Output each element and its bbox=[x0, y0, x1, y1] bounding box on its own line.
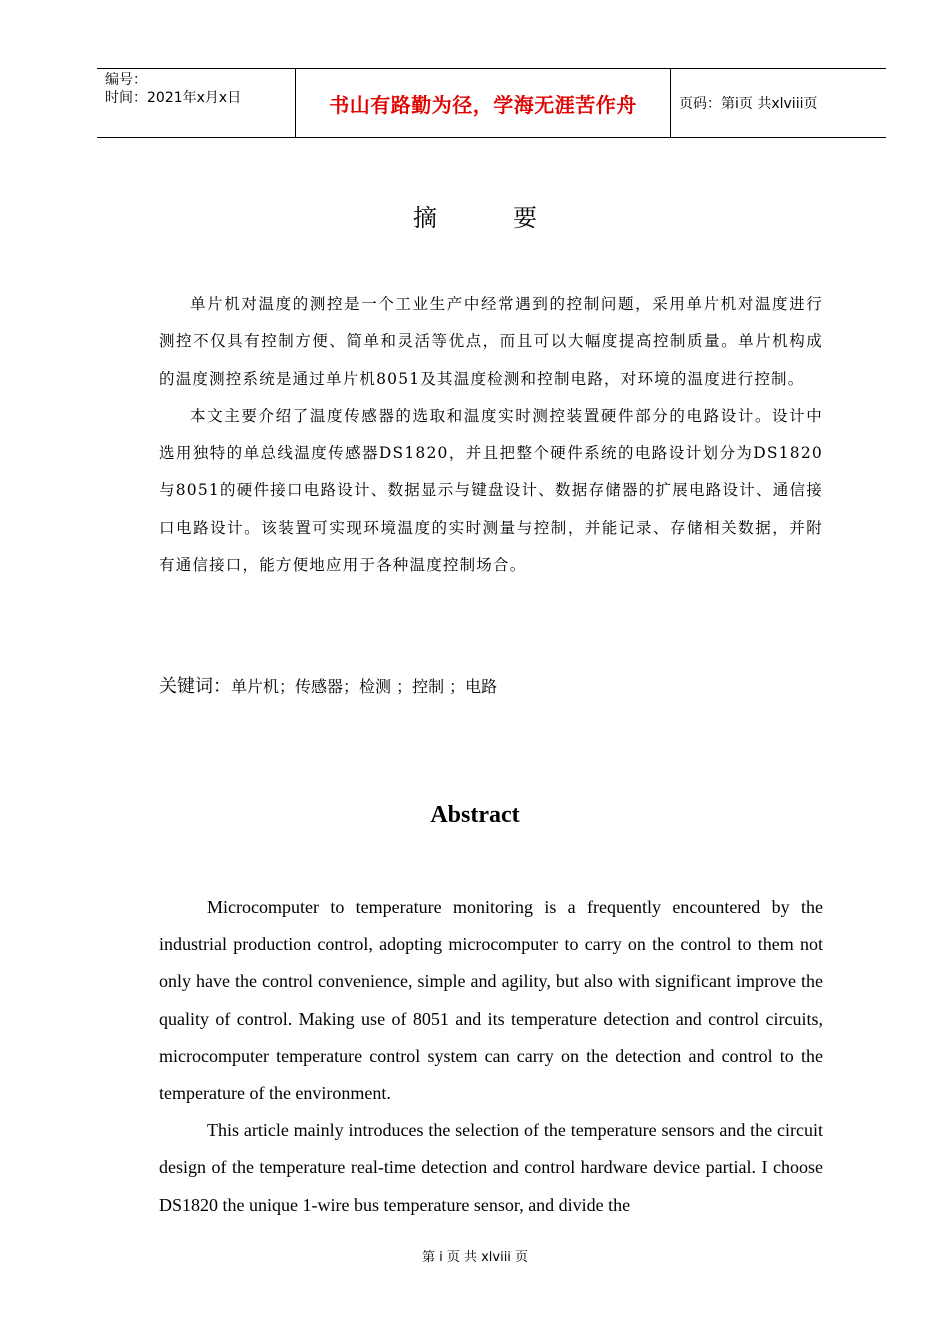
keywords bbox=[159, 672, 497, 698]
cn-paragraph: 本文主要介绍了温度传感器的选取和温度实时测控装置硬件部分的电路设计。设计中选用独特的单总线温度传感器DS1820，并且把整个硬件系统的电路设计划分为DS1820与8051的硬件接口电路设计、数据显示与键盘设计、数据存储器的扩展电路设计、通信接口电路设计。该装置可实现环境温度的实时测量与控制，并能记录、存储相关数据，并附有通信接口，能方便地应用于各种温度控制场合。 bbox=[159, 406, 823, 575]
page-footer: 第 i 页 共 xlviii 页 bbox=[421, 1250, 529, 1265]
header-page-info: 页码：第i页 共xlviii页 bbox=[679, 96, 818, 112]
keywords-label: 关键词： bbox=[159, 676, 231, 697]
abstract-cn-title bbox=[0, 198, 950, 233]
time-label: 时间：2021年x月x日 bbox=[105, 90, 242, 106]
title-char: 要 bbox=[513, 204, 537, 232]
abstract-en-body bbox=[159, 889, 823, 1224]
title-char: 摘 bbox=[413, 204, 437, 232]
header-meta bbox=[97, 69, 296, 137]
en-paragraph: This article mainly introduces the selection of the temperature sensors and the circuit design of the temperature real-time detection and control hardware device partial. I choose DS1820 the unique 1-wire bus temperature sensor, and divide the bbox=[159, 1120, 823, 1215]
header-motto: 书山有路勤为径，学海无涯苦作舟 bbox=[296, 69, 671, 137]
keywords-list: 单片机；传感器；检测 ；控制 ；电路 bbox=[231, 677, 498, 696]
en-paragraph: Microcomputer to temperature monitoring is a frequently encountered by the industrial production control, adopting microcomputer to carry on the control to them not only have the control convenience, simple and agility, but also with significant improve the quality of control. Making use of 8051 and its temperature detection and control circuits, microcomputer temperature control system can carry on the detection and control to the temperature of the environment. bbox=[159, 897, 823, 1104]
cn-paragraph: 单片机对温度的测控是一个工业生产中经常遇到的控制问题，采用单片机对温度进行测控不仅具有控制方便、简单和灵活等优点，而且可以大幅度提高控制质量。单片机构成的温度测控系统是通过单片机8051及其温度检测和控制电路，对环境的温度进行控制。 bbox=[159, 295, 823, 388]
number-label: 编号： bbox=[105, 72, 147, 88]
page-header bbox=[97, 68, 886, 138]
abstract-cn-body bbox=[159, 286, 823, 584]
abstract-en-title: Abstract bbox=[430, 802, 520, 828]
